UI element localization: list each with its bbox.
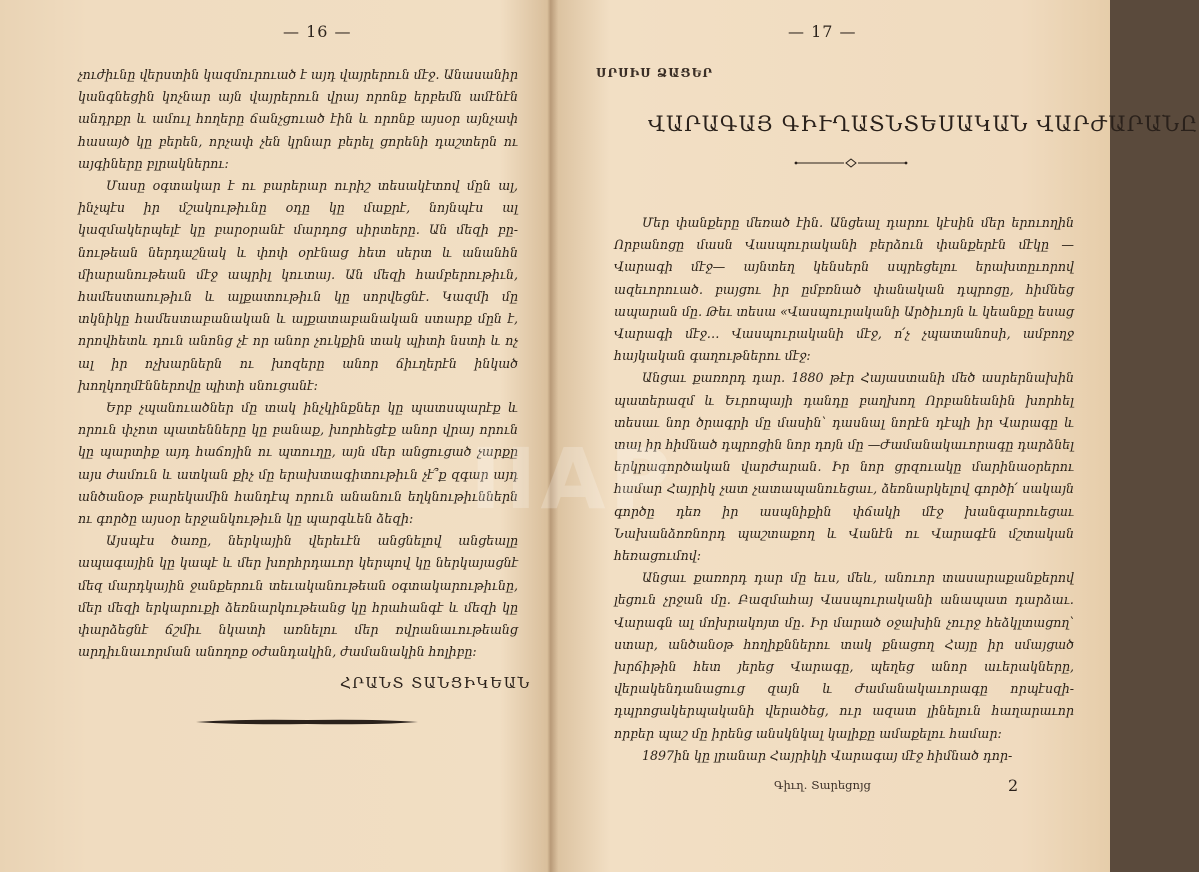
right-body-text [614,212,1074,767]
closing-rule [196,716,418,728]
right-page-number: — 17 — [788,22,857,41]
left-page-number: — 16 — [283,22,352,41]
title-ornament [796,158,906,168]
article-title: ՎԱՐԱԳԱՅ ԳԻՒՂԱՏՆՏԵՍԱԿԱՆ ՎԱՐԺԱՐԱՆԸ [648,112,1199,136]
right-paragraph-3: Անցաւ քառորդ դար մը եւս, մեև, անուոր տասարաքանքերով լեցուն չրջան մը․ Բազմահայ Վասպուրականի անապատ դարձաւ․ Վարագն ալ մոխրակոյտ մը․ Իր մարած օջախին չուրջ հեձկլտացող՝ ստար, անծանօթ հողիքններու տակ քնացող Հայը իր սմայցած խրճիթին հետ յերեց Վարագը, պեղեց անոր աւերակները, վերակենդանացուց զայն և Ժամանակաւորագը որպէսզի-դպրոցակերպականի վերածեց, ուր ազատ լինելուն հաղարաւոր որբեր պաշ մը իրենց անսկնկալ կալիքը ամաքելու համար։ [614,570,1074,741]
left-page [0,0,548,872]
section-tag: ՍՐՍԻՍ ՁԱՑԵՐ [596,66,714,80]
left-paragraph-1: չուժիւնը վերստին կազմուրուած է այդ վայրերուն մէջ․ Անասանիր կանգնեցին կոչնար այն վայրերուն վրայ որոնք երբեմն ամէնէն անդրքր և ամուլ հողերը ճանչցուած էին և որոնք այսօր այնչափ հասայծ կը բերեն, որչափ չեն կրնար բերել ցորենի դաշտերն ու այգիները բլրակներու։ [78,67,518,171]
author-signature: ՀՐԱՆՏ ՏԱՆՑԻԿԵԱՆ [340,674,531,692]
left-body-text [78,64,518,663]
left-paragraph-2: Մասը օգտակար է ու բարերար ուրիշ տեսակէտով մըն ալ, ինչպէս իր մշակութիւնը օդը կը մաքրէ, նոյնպէս ալ կազմակերպելէ կը բարօրանէ մարդոց սիրտերը․ Ան մեզի բը-նութեան ներդաշնակ և փոփ օրէնաց հետ սերտ և անանհն միարանութեան մէջ ապրիլ կուտայ․ Ան մեզի համբերութիւն, համեստաութիւն և ալքատութիւն կը սորվեցնէ․ Կազմի մը տկնիկը համեստաբանական և ալքատաբանական ստարք մըն է, որովհետև դուն անոնց չէ որ անոր չուկքին տակ պիտի նստի և ոչ ալ իր ոչխարներն ու խոզերը անոր ճիւղերէն ինկած խողկողմէններովը պիտի սնուցանէ։ [78,178,518,393]
right-paragraph-2: Անցաւ քառորդ դար․ 1880 թէր Հայաստանի մեծ ասրերնախին պատերազմ և Եւրոպայի դանդը բաղխող Որբանեանին խորհել տեսաւ նոր ծրագրի մը մասին՝ դասնալ նորէն դէպի իր Վարագը և տալ իր հիմնած դպրոցին նոր դոյն մը —Ժամանակաւորագը դարձնել երկրագործական վարժարան․ Իր նոր ցրզուակը մարինաօրերու համար Հայրիկ չատ չատապանուեցաւ, ձեռնարկելով գործի՛ սակայն գործը դեռ իր ասպնիքին փճակի մէջ խանգարուեցաւ Նախանձոռնորդ պաշտաքող և Վանէն ու Վարագէն մշտական հեռացումով։ [614,370,1074,564]
right-paragraph-1: Մեր փանքերը մեռած էին․ Անցեալ դարու կէսին մեր երուողին Որբանոցը մասն Վասպուրականի բերձուն փանքերէն մէկը —Վարագի մէջ— այնտեղ կենսերն սպրեցելու երախտըւորով ազեւորուած․ բայցու իր ըմբռնած փանական դպրոցը, հիմնեց ապարան մը․ Թեւ տեսա «Վասպուրականի Արծիւոյն և կեանքը եսաց Վարագի մէջ․․․ Վասպուրականի մէջ, ո՛չ չպատանոսի, ամբողջ հայկական գաղութներու մէջ։ [614,215,1074,364]
left-paragraph-3: Երբ չպանուածներ մը տակ ինչկինքներ կը պատսպարէք և որուն փչոտ պատենները կը բանաք, խորհեցէք անոր վրայ որուն կը պարտիք այդ հաճոյին ու պտուղը, այն մեր անցուցած չարքը այս ժամուն և ատկան քիչ մը երախտագիտութիւն չէ՞ք զգար այդ անծանօթ բարեկամին հանդէպ որուն անանուն եղկնութիւններն ու գործը այսօր երջանկութիւն կը պարգևեն ձեզի։ [78,400,518,527]
library-watermark: IIAP [470,430,676,528]
right-paragraph-4: 1897ին կը լրանար Հայրիկի Վարագայ մէջ հիմնած դոր- [642,747,1013,763]
running-footer: Գիւղ․ Տարեցոյց [774,778,871,792]
left-paragraph-4: Այսպէս ծառը, ներկային վերեւէն անցնելով անցեալը ապագային կը կապէ և մեր խորհրդաւոր կերպով կը ներկայացնէ մեզ մարդկային ջանքերուն տեւականութեան օգտակարութիւնը, մեր մեզի երկարուքի ձեռնարկութեանց կը հրահանգէ և մեզի կը փարձեցնէ ճշմիւ նկատի առնելու մեր ռվրանաւութեանց արդիւնաւորման անողոք օժանդակին, ժամանակին հոլիբը։ [78,533,518,660]
signature-mark: 2 [1008,776,1019,795]
right-page [556,0,1199,872]
